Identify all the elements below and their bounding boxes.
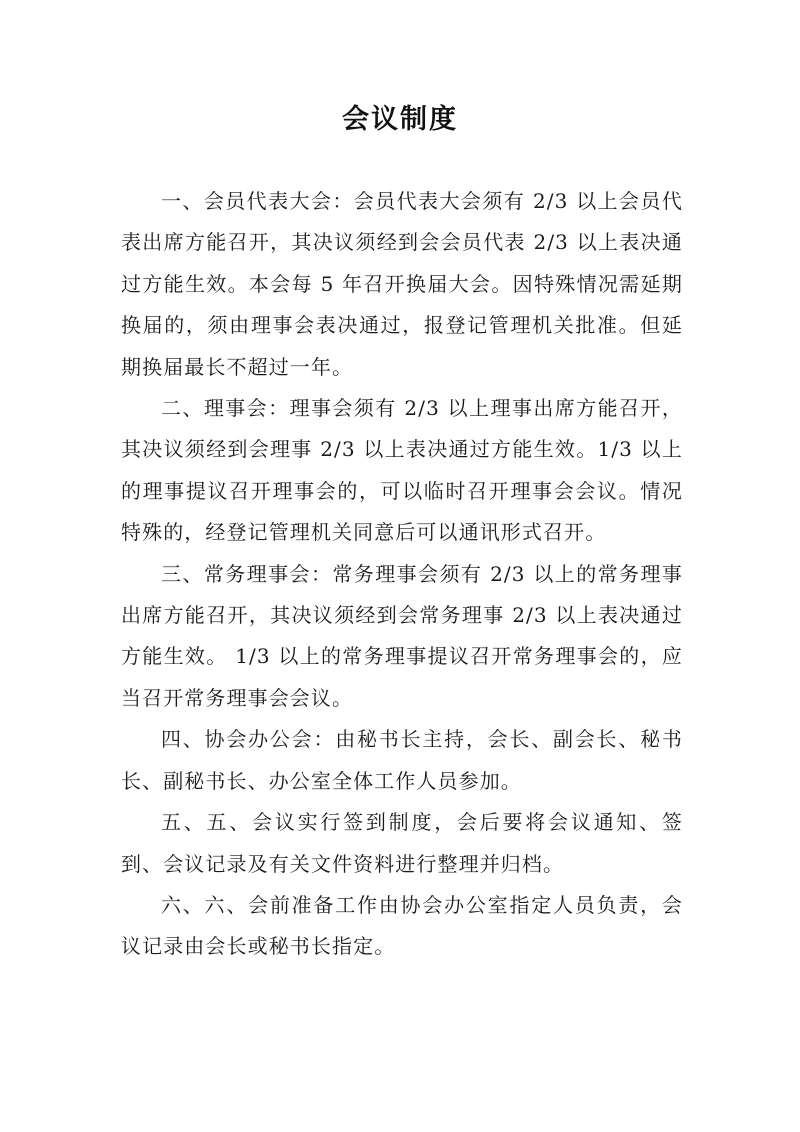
document-body <box>121 181 683 968</box>
paragraph-preparation: 六、六、会前准备工作由协会办公室指定人员负责，会议记录由会长或秘书长指定。 <box>121 892 683 959</box>
paragraph-council: 二、理事会：理事会须有 2/3 以上理事出席方能召开，其决议须经到会理事 2/3 以上表决通过方能生效。1/3 以上的理事提议召开理事会的，可以临时召开理事会会议。情况特殊的，经登记管理机关同意后可以通讯形式召开。 <box>121 396 683 545</box>
paragraph-standing-council: 三、常务理事会：常务理事会须有 2/3 以上的常务理事出席方能召开，其决议须经到会常务理事 2/3 以上表决通过方能生效。 1/3 以上的常务理事提议召开常务理事会的，应当召开常务理事会会议。 <box>121 561 683 710</box>
paragraph-sign-in-system: 五、五、会议实行签到制度，会后要将会议通知、签到、会议记录及有关文件资料进行整理并归档。 <box>121 810 683 876</box>
paragraph-member-congress: 一、会员代表大会：会员代表大会须有 2/3 以上会员代表出席方能召开，其决议须经到会会员代表 2/3 以上表决通过方能生效。本会每 5 年召开换届大会。因特殊情况需延期换届的，须由理事会表决通过，报登记管理机关批准。但延期换届最长不超过一年。 <box>121 189 683 379</box>
paragraph-office-meeting: 四、协会办公会：由秘书长主持，会长、副会长、秘书长、副秘书长、办公室全体工作人员参加。 <box>121 727 683 793</box>
document-title: 会议制度 <box>342 104 458 135</box>
